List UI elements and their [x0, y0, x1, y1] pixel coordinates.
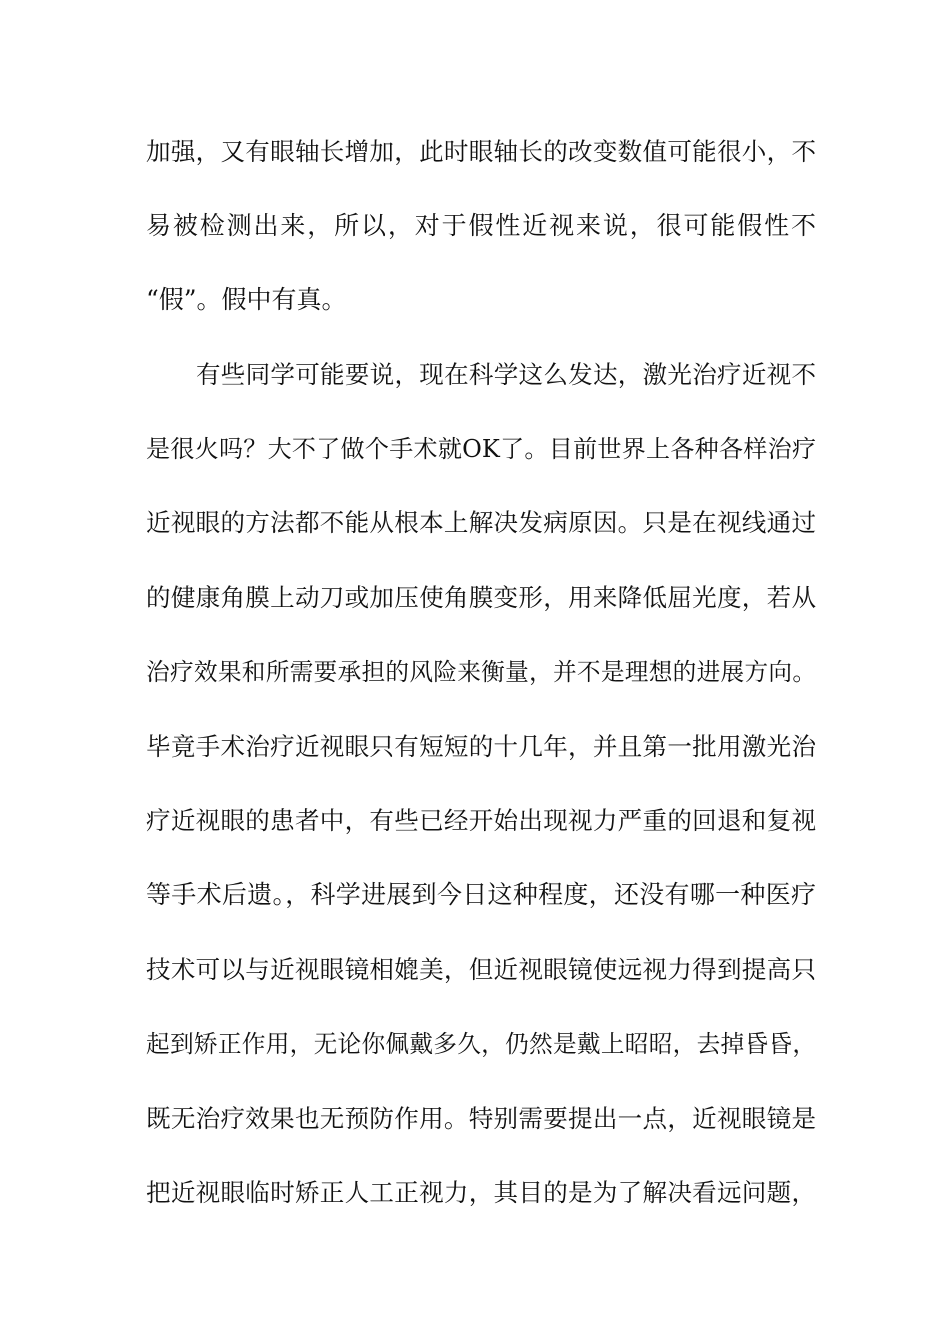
text-line-9: 毕竟手术治疗近视眼只有短短的十几年，并且第一批用激光治	[146, 732, 816, 761]
text-line-4: 有些同学可能要说，现在科学这么发达，激光治疗近视不	[196, 360, 816, 389]
text-line-2: 易被检测出来，所以，对于假性近视来说，很可能假性不	[146, 211, 816, 240]
text-line-6: 近视眼的方法都不能从根本上解决发病原因。只是在视线通过	[146, 508, 816, 537]
text-line-3: “假”。假中有真。	[146, 285, 347, 314]
text-line-11: 等手术后遗。，科学进展到今日这种程度，还没有哪一种医疗	[146, 880, 816, 909]
text-line-10: 疗近视眼的患者中，有些已经开始出现视力严重的回退和复视	[146, 806, 816, 835]
text-line-14: 既无治疗效果也无预防作用。特别需要提出一点，近视眼镜是	[146, 1104, 816, 1133]
text-line-15: 把近视眼临时矫正人工正视力，其目的是为了解决看远问题，	[146, 1178, 816, 1207]
text-line-8: 治疗效果和所需要承担的风险来衡量，并不是理想的进展方向。	[146, 658, 816, 686]
text-line-5: 是很火吗？大不了做个手术就OK了。目前世界上各种各样治疗	[146, 435, 816, 463]
text-line-13: 起到矫正作用，无论你佩戴多久，仍然是戴上昭昭，去掉昏昏，	[146, 1030, 816, 1058]
text-line-1: 加强，又有眼轴长增加，此时眼轴长的改变数值可能很小，不	[146, 137, 816, 166]
text-line-7: 的健康角膜上动刀或加压使角膜变形，用来降低屈光度，若从	[146, 583, 816, 612]
text-line-12: 技术可以与近视眼镜相媲美，但近视眼镜使远视力得到提高只	[146, 955, 816, 984]
